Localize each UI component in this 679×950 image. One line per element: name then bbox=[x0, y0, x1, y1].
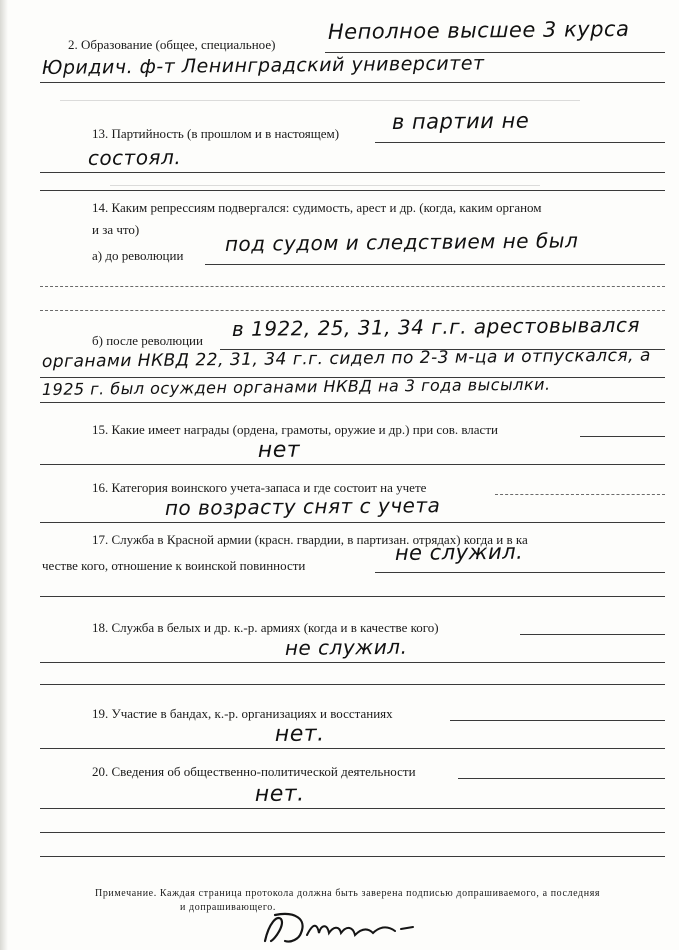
q13-answer-line2: состоял. bbox=[87, 145, 182, 170]
q19-continuation-line bbox=[40, 748, 665, 749]
q20-blank-line bbox=[40, 856, 665, 857]
bleed-through-line bbox=[110, 185, 540, 186]
q18-continuation-line bbox=[40, 662, 665, 663]
q2-answer-line2: Юридич. ф-т Ленинградский университет bbox=[41, 52, 485, 79]
q17-blank-line bbox=[40, 596, 665, 597]
q17-answer-underline bbox=[375, 572, 665, 573]
q19-answer: нет. bbox=[274, 721, 325, 747]
q19-answer-underline bbox=[450, 720, 665, 721]
q13-answer-underline bbox=[375, 142, 665, 143]
q15-answer-underline bbox=[580, 436, 665, 437]
q18-blank-line bbox=[40, 684, 665, 685]
q2-answer-line1: Неполное высшее 3 курса bbox=[327, 16, 630, 44]
signature-image bbox=[255, 905, 455, 949]
q14-label-line1: 14. Каким репрессиям подвергался: судимость, арест и др. (когда, каким органом bbox=[92, 200, 542, 215]
scan-edge-shadow bbox=[0, 0, 8, 950]
q14a-answer: под судом и следствием не был bbox=[224, 228, 579, 256]
q13-continuation-line bbox=[40, 172, 665, 173]
q14a-blank-line bbox=[40, 310, 665, 311]
q16-continuation-line bbox=[40, 522, 665, 523]
q13-label: 13. Партийность (в прошлом и в настоящем) bbox=[92, 126, 340, 141]
footer-note-line1: Примечание. Каждая страница протокола должна быть заверена подписью допрашиваемого, а последняя bbox=[95, 888, 601, 899]
q16-answer: по возрасту снят с учета bbox=[164, 493, 441, 520]
bleed-through-line bbox=[60, 100, 580, 101]
q17-answer: не служил. bbox=[394, 539, 524, 565]
q18-label: 18. Служба в белых и др. к.-р. армиях (когда и в качестве кого) bbox=[92, 620, 439, 635]
q18-answer-underline bbox=[520, 634, 665, 635]
q14a-label: а) до революции bbox=[92, 248, 184, 263]
q13-blank-line bbox=[40, 190, 665, 191]
footer-note-line2: и допрашивающего. bbox=[180, 902, 276, 913]
q19-label: 19. Участие в бандах, к.-р. организациях и восстаниях bbox=[92, 706, 393, 721]
q2-continuation-line bbox=[40, 82, 665, 83]
q20-answer: нет. bbox=[254, 781, 305, 807]
q18-answer: не служил. bbox=[284, 634, 408, 660]
q14b-answer-line2: органами НКВД 22, 31, 34 г.г. сидел по 2-3 м-ца и отпускался, а bbox=[41, 345, 651, 372]
q14b-label: б) после революции bbox=[92, 333, 203, 348]
q14-label-line2: и за что) bbox=[92, 222, 140, 237]
q14b-continuation-line bbox=[40, 402, 665, 403]
q13-answer-line1: в партии не bbox=[391, 108, 530, 134]
q15-answer: нет bbox=[257, 437, 301, 463]
q17-label-line1: 17. Служба в Красной армии (красн. гвардии, в партизан. отрядах) когда и в ка bbox=[92, 532, 528, 547]
q14a-blank-line bbox=[40, 286, 665, 287]
q20-continuation-line bbox=[40, 808, 665, 809]
q20-answer-underline bbox=[458, 778, 665, 779]
q20-label: 20. Сведения об общественно-политической деятельности bbox=[92, 764, 416, 779]
q16-label: 16. Категория воинского учета-запаса и где состоит на учете bbox=[92, 480, 427, 495]
q16-answer-underline bbox=[495, 494, 665, 495]
q2-label: 2. Образование (общее, специальное) bbox=[68, 37, 276, 52]
q15-continuation-line bbox=[40, 464, 665, 465]
q14b-answer-line3: 1925 г. был осужден органами НКВД на 3 года высылки. bbox=[41, 374, 551, 399]
q14a-answer-underline bbox=[205, 264, 665, 265]
q20-blank-line bbox=[40, 832, 665, 833]
q15-label: 15. Какие имеет награды (ордена, грамоты, оружие и др.) при сов. власти bbox=[92, 422, 498, 437]
q17-label-line2: честве кого, отношение к воинской повинности bbox=[42, 558, 306, 573]
q14b-answer-line1: в 1922, 25, 31, 34 г.г. арестовывался bbox=[231, 312, 641, 341]
